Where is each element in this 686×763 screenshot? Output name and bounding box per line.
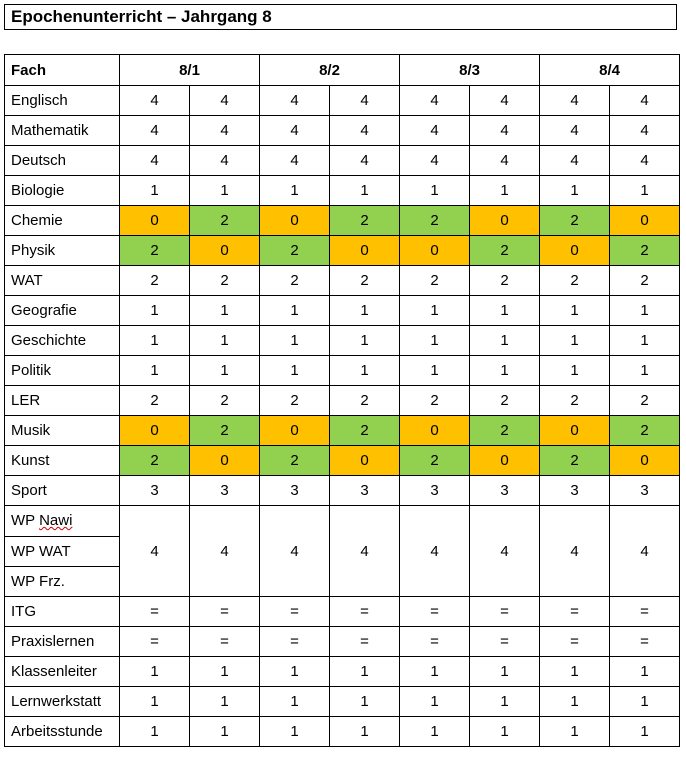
hours-cell: 2: [260, 236, 330, 266]
hours-cell: 2: [120, 236, 190, 266]
hours-cell: 1: [190, 657, 260, 687]
column-header-class: 8/3: [400, 55, 540, 86]
subject-label: WP Nawi: [11, 512, 73, 529]
hours-cell: 0: [470, 206, 540, 236]
hours-cell: 1: [330, 657, 400, 687]
table-row: [5, 416, 680, 446]
hours-cell: 1: [190, 176, 260, 206]
hours-cell: 1: [120, 717, 190, 747]
hours-cell: 0: [540, 236, 610, 266]
hours-cell: 4: [470, 506, 540, 597]
column-header-class: 8/1: [120, 55, 260, 86]
hours-cell: 0: [120, 206, 190, 236]
hours-cell: 1: [540, 296, 610, 326]
hours-cell: 1: [330, 176, 400, 206]
hours-cell: 0: [260, 206, 330, 236]
hours-cell: 2: [470, 266, 540, 296]
hours-cell: 1: [120, 657, 190, 687]
hours-cell: 3: [190, 476, 260, 506]
hours-cell: 4: [540, 146, 610, 176]
hours-cell: =: [470, 627, 540, 657]
hours-cell: 1: [540, 657, 610, 687]
hours-cell: 1: [260, 657, 330, 687]
hours-cell: 4: [120, 116, 190, 146]
hours-cell: 1: [610, 717, 680, 747]
subject-name: [5, 566, 119, 596]
subject-group-cell: [5, 506, 120, 597]
table-row: [5, 296, 680, 326]
hours-cell: 4: [610, 506, 680, 597]
hours-cell: 1: [610, 356, 680, 386]
hours-cell: 2: [400, 386, 470, 416]
hours-cell: 1: [470, 687, 540, 717]
hours-cell: 0: [260, 416, 330, 446]
hours-cell: 3: [470, 476, 540, 506]
column-header-class: 8/2: [260, 55, 400, 86]
hours-cell: 4: [400, 146, 470, 176]
hours-cell: 1: [540, 356, 610, 386]
hours-cell: 2: [610, 386, 680, 416]
hours-cell: 4: [190, 146, 260, 176]
hours-cell: 3: [540, 476, 610, 506]
hours-cell: 1: [470, 356, 540, 386]
hours-cell: 1: [610, 296, 680, 326]
hours-cell: 2: [260, 386, 330, 416]
hours-cell: 1: [190, 356, 260, 386]
hours-cell: 1: [470, 296, 540, 326]
hours-cell: 4: [540, 116, 610, 146]
hours-cell: =: [260, 597, 330, 627]
subject-name: ITG: [5, 597, 120, 627]
hours-cell: 0: [470, 446, 540, 476]
hours-cell: 4: [330, 116, 400, 146]
hours-cell: 2: [190, 206, 260, 236]
hours-cell: 4: [330, 86, 400, 116]
hours-cell: 1: [400, 176, 470, 206]
hours-cell: 1: [260, 296, 330, 326]
hours-cell: 3: [120, 476, 190, 506]
hours-cell: 1: [610, 687, 680, 717]
hours-cell: 3: [610, 476, 680, 506]
hours-cell: 0: [400, 416, 470, 446]
hours-cell: 1: [190, 717, 260, 747]
hours-cell: 1: [330, 296, 400, 326]
hours-cell: =: [190, 627, 260, 657]
hours-cell: 2: [470, 416, 540, 446]
hours-cell: 2: [470, 386, 540, 416]
table-row: [5, 236, 680, 266]
hours-cell: 1: [260, 356, 330, 386]
hours-cell: 1: [190, 326, 260, 356]
hours-cell: 1: [540, 326, 610, 356]
hours-cell: 2: [470, 236, 540, 266]
hours-cell: 2: [400, 446, 470, 476]
hours-cell: 0: [540, 416, 610, 446]
subject-name: Klassenleiter: [5, 657, 120, 687]
hours-cell: 2: [120, 386, 190, 416]
subject-label: WP Frz.: [11, 573, 65, 590]
hours-cell: 3: [330, 476, 400, 506]
hours-cell: 1: [330, 687, 400, 717]
hours-cell: 4: [540, 86, 610, 116]
hours-cell: 4: [610, 146, 680, 176]
table-row: [5, 476, 680, 506]
hours-cell: 2: [190, 386, 260, 416]
hours-cell: 1: [540, 717, 610, 747]
hours-cell: 2: [610, 416, 680, 446]
subject-name: [5, 506, 119, 536]
table-row: [5, 386, 680, 416]
hours-cell: 0: [190, 446, 260, 476]
hours-cell: 4: [190, 506, 260, 597]
hours-cell: 1: [260, 326, 330, 356]
hours-cell: 1: [610, 657, 680, 687]
hours-cell: 4: [330, 506, 400, 597]
hours-cell: 2: [260, 446, 330, 476]
hours-cell: 2: [330, 386, 400, 416]
hours-cell: 1: [400, 687, 470, 717]
column-header-fach: Fach: [5, 55, 120, 86]
hours-cell: 1: [400, 657, 470, 687]
hours-cell: 4: [400, 86, 470, 116]
subject-name: Praxislernen: [5, 627, 120, 657]
hours-cell: 1: [470, 176, 540, 206]
subject-name: Geografie: [5, 296, 120, 326]
header-row: [5, 55, 680, 86]
hours-cell: 4: [120, 86, 190, 116]
hours-cell: 0: [190, 236, 260, 266]
hours-cell: 2: [400, 266, 470, 296]
hours-cell: 4: [470, 146, 540, 176]
hours-cell: 1: [400, 356, 470, 386]
document-title: Epochenunterricht – Jahrgang 8: [4, 4, 677, 30]
subject-name: Englisch: [5, 86, 120, 116]
table-row: [5, 597, 680, 627]
subject-name: Arbeitsstunde: [5, 717, 120, 747]
schedule-table: [4, 54, 680, 747]
table-row: [5, 627, 680, 657]
hours-cell: 0: [330, 446, 400, 476]
hours-cell: 1: [260, 176, 330, 206]
table-row: [5, 506, 680, 597]
hours-cell: 4: [260, 116, 330, 146]
subject-name: Deutsch: [5, 146, 120, 176]
hours-cell: 2: [120, 266, 190, 296]
hours-cell: 2: [120, 446, 190, 476]
hours-cell: =: [610, 627, 680, 657]
subject-name: Biologie: [5, 176, 120, 206]
subject-name: Physik: [5, 236, 120, 266]
hours-cell: 0: [610, 206, 680, 236]
hours-cell: 2: [540, 446, 610, 476]
hours-cell: 4: [400, 506, 470, 597]
hours-cell: 2: [330, 266, 400, 296]
hours-cell: 1: [260, 687, 330, 717]
hours-cell: 4: [120, 146, 190, 176]
hours-cell: 1: [400, 326, 470, 356]
subject-name: Musik: [5, 416, 120, 446]
hours-cell: 1: [470, 717, 540, 747]
hours-cell: 2: [610, 266, 680, 296]
table-row: [5, 176, 680, 206]
hours-cell: 4: [260, 146, 330, 176]
hours-cell: 4: [330, 146, 400, 176]
hours-cell: 1: [610, 176, 680, 206]
hours-cell: 1: [540, 176, 610, 206]
hours-cell: 2: [190, 266, 260, 296]
hours-cell: 1: [120, 356, 190, 386]
table-row: [5, 86, 680, 116]
hours-cell: 1: [120, 687, 190, 717]
hours-cell: 2: [610, 236, 680, 266]
table-row: [5, 356, 680, 386]
hours-cell: 1: [120, 326, 190, 356]
hours-cell: 0: [330, 236, 400, 266]
table-row: [5, 326, 680, 356]
hours-cell: 1: [540, 687, 610, 717]
hours-cell: 1: [330, 717, 400, 747]
subject-name: Sport: [5, 476, 120, 506]
table-row: [5, 657, 680, 687]
hours-cell: =: [330, 597, 400, 627]
subject-label: WP WAT: [11, 543, 71, 560]
table-row: [5, 116, 680, 146]
hours-cell: =: [400, 627, 470, 657]
hours-cell: 3: [400, 476, 470, 506]
hours-cell: =: [330, 627, 400, 657]
subject-name: Kunst: [5, 446, 120, 476]
hours-cell: 1: [470, 657, 540, 687]
hours-cell: 1: [120, 296, 190, 326]
hours-cell: 1: [400, 296, 470, 326]
hours-cell: 2: [400, 206, 470, 236]
column-header-class: 8/4: [540, 55, 680, 86]
hours-cell: 4: [540, 506, 610, 597]
hours-cell: 4: [610, 116, 680, 146]
hours-cell: 1: [190, 296, 260, 326]
hours-cell: 0: [400, 236, 470, 266]
hours-cell: =: [540, 627, 610, 657]
table-row: [5, 266, 680, 296]
hours-cell: 2: [260, 266, 330, 296]
hours-cell: 2: [540, 206, 610, 236]
hours-cell: =: [120, 627, 190, 657]
spellcheck-underline: Nawi: [39, 512, 73, 529]
table-row: [5, 717, 680, 747]
hours-cell: 4: [190, 116, 260, 146]
hours-cell: =: [400, 597, 470, 627]
hours-cell: 3: [260, 476, 330, 506]
hours-cell: 2: [540, 386, 610, 416]
hours-cell: 1: [610, 326, 680, 356]
hours-cell: =: [540, 597, 610, 627]
hours-cell: 1: [260, 717, 330, 747]
table-row: [5, 206, 680, 236]
hours-cell: 4: [470, 116, 540, 146]
hours-cell: =: [610, 597, 680, 627]
hours-cell: 1: [190, 687, 260, 717]
hours-cell: =: [120, 597, 190, 627]
hours-cell: 1: [330, 326, 400, 356]
hours-cell: 1: [400, 717, 470, 747]
hours-cell: =: [260, 627, 330, 657]
hours-cell: 1: [330, 356, 400, 386]
table-row: [5, 687, 680, 717]
hours-cell: 4: [470, 86, 540, 116]
subject-name: Politik: [5, 356, 120, 386]
subject-name: Mathematik: [5, 116, 120, 146]
hours-cell: 4: [190, 86, 260, 116]
subject-name: Lernwerkstatt: [5, 687, 120, 717]
subject-name: Chemie: [5, 206, 120, 236]
hours-cell: 0: [120, 416, 190, 446]
schedule-body: [5, 86, 680, 747]
subject-name: Geschichte: [5, 326, 120, 356]
hours-cell: 2: [330, 206, 400, 236]
subject-name: [5, 536, 119, 566]
hours-cell: =: [190, 597, 260, 627]
subject-name: LER: [5, 386, 120, 416]
hours-cell: 4: [260, 86, 330, 116]
hours-cell: 1: [120, 176, 190, 206]
table-row: [5, 146, 680, 176]
hours-cell: 2: [330, 416, 400, 446]
hours-cell: 1: [470, 326, 540, 356]
hours-cell: 2: [190, 416, 260, 446]
hours-cell: 4: [260, 506, 330, 597]
hours-cell: 4: [400, 116, 470, 146]
subject-name: WAT: [5, 266, 120, 296]
hours-cell: 4: [610, 86, 680, 116]
table-row: [5, 446, 680, 476]
hours-cell: 0: [610, 446, 680, 476]
hours-cell: 2: [540, 266, 610, 296]
hours-cell: 4: [120, 506, 190, 597]
hours-cell: =: [470, 597, 540, 627]
